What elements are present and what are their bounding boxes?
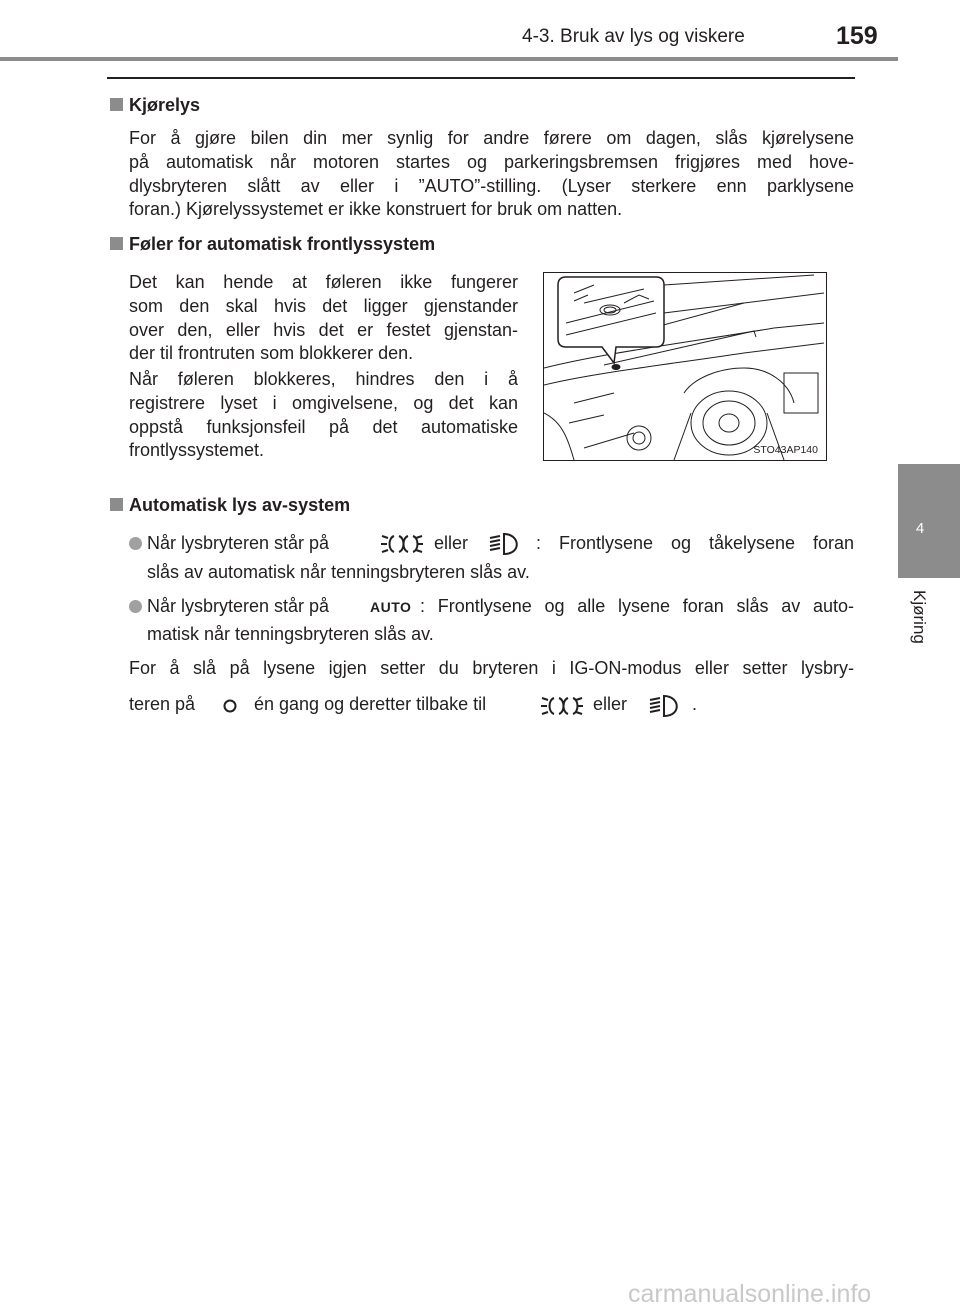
headlight-icon <box>646 692 686 720</box>
heading-text: Kjørelys <box>129 95 201 115</box>
chapter-title-vertical <box>910 590 933 660</box>
sensor-line-4: der til frontruten som blokkerer den. <box>129 343 414 363</box>
off-position-icon <box>222 698 238 714</box>
para-text-d: . <box>692 694 698 714</box>
heading-text: Føler for automatisk frontlyssystem <box>129 234 436 254</box>
chapter-title: Kjøring <box>910 590 929 644</box>
sensor-line-8: frontlyssystemet. <box>129 440 265 460</box>
bullet1-text-b: eller <box>434 533 469 553</box>
bullet1-text-a: Når lysbryteren står på <box>147 533 330 553</box>
watermark: carmanualsonline.info <box>628 1280 872 1308</box>
para-line-1: For å slå på lysene igjen setter du bryteren i IG-ON-modus eller setter lysbry- <box>129 658 854 678</box>
bullet2-line-2: matisk når tenningsbryteren slås av. <box>147 624 434 644</box>
kjorelys-line-2: på automatisk når motoren startes og parkeringsbremsen frigjøres med hove- <box>129 152 854 172</box>
sensor-line-2: som den skal hvis det ligger gjenstander <box>129 296 518 316</box>
parking-light-icon <box>540 692 584 720</box>
section-title: 4-3. Bruk av lys og viskere <box>522 26 745 47</box>
sensor-line-1: Det kan hende at føleren ikke fungerer <box>129 272 518 292</box>
heading-square-icon <box>110 237 123 250</box>
figure-code: STO43AP140 <box>753 444 818 456</box>
para-text-c: eller <box>593 694 628 714</box>
kjorelys-line-1: For å gjøre bilen din mer synlig for andre førere om dagen, slås kjørelysene <box>129 128 854 148</box>
bullet-dot <box>129 600 142 613</box>
para-text-a: teren på <box>129 694 196 714</box>
bullet-dot <box>129 537 142 550</box>
bullet1-text-c: : Frontlysene og tåkelysene foran <box>536 533 854 553</box>
heading-square-icon <box>110 498 123 511</box>
para-text-b: én gang og deretter tilbake til <box>254 694 487 714</box>
bullet2-text-a: Når lysbryteren står på <box>147 596 330 616</box>
bullet1-line-2: slås av automatisk når tenningsbryteren slås av. <box>147 562 530 582</box>
heading-kjorelys <box>110 95 200 116</box>
heading-auto-off <box>110 495 350 516</box>
auto-light-icon: AUTO <box>370 599 412 615</box>
sensor-line-6: registrere lyset i omgivelsene, og det kan <box>129 393 518 413</box>
dashboard-sensor-figure <box>543 272 827 461</box>
kjorelys-line-3: dlysbryteren slått av eller i ”AUTO”-stilling. (Lyser sterkere enn parklysene <box>129 176 854 196</box>
heading-text: Automatisk lys av-system <box>129 495 351 515</box>
heading-sensor <box>110 234 435 255</box>
heading-square-icon <box>110 98 123 111</box>
dashboard-illustration <box>544 273 826 460</box>
bullet2-text-c: : Frontlysene og alle lysene foran slås av auto- <box>420 596 854 616</box>
headlight-icon <box>486 530 526 558</box>
header-rule <box>0 57 898 61</box>
top-rule <box>107 77 855 79</box>
sensor-line-3: over den, eller hvis det er festet gjenstan- <box>129 320 518 340</box>
chapter-number: 4 <box>915 520 925 537</box>
parking-light-icon <box>380 530 424 558</box>
sensor-line-5: Når føleren blokkeres, hindres den i å <box>129 369 518 389</box>
sensor-line-7: oppstå funksjonsfeil på det automatiske <box>129 417 518 437</box>
page-number: 159 <box>836 22 878 50</box>
kjorelys-line-4: foran.) Kjørelyssystemet er ikke konstruert for bruk om natten. <box>129 199 623 219</box>
